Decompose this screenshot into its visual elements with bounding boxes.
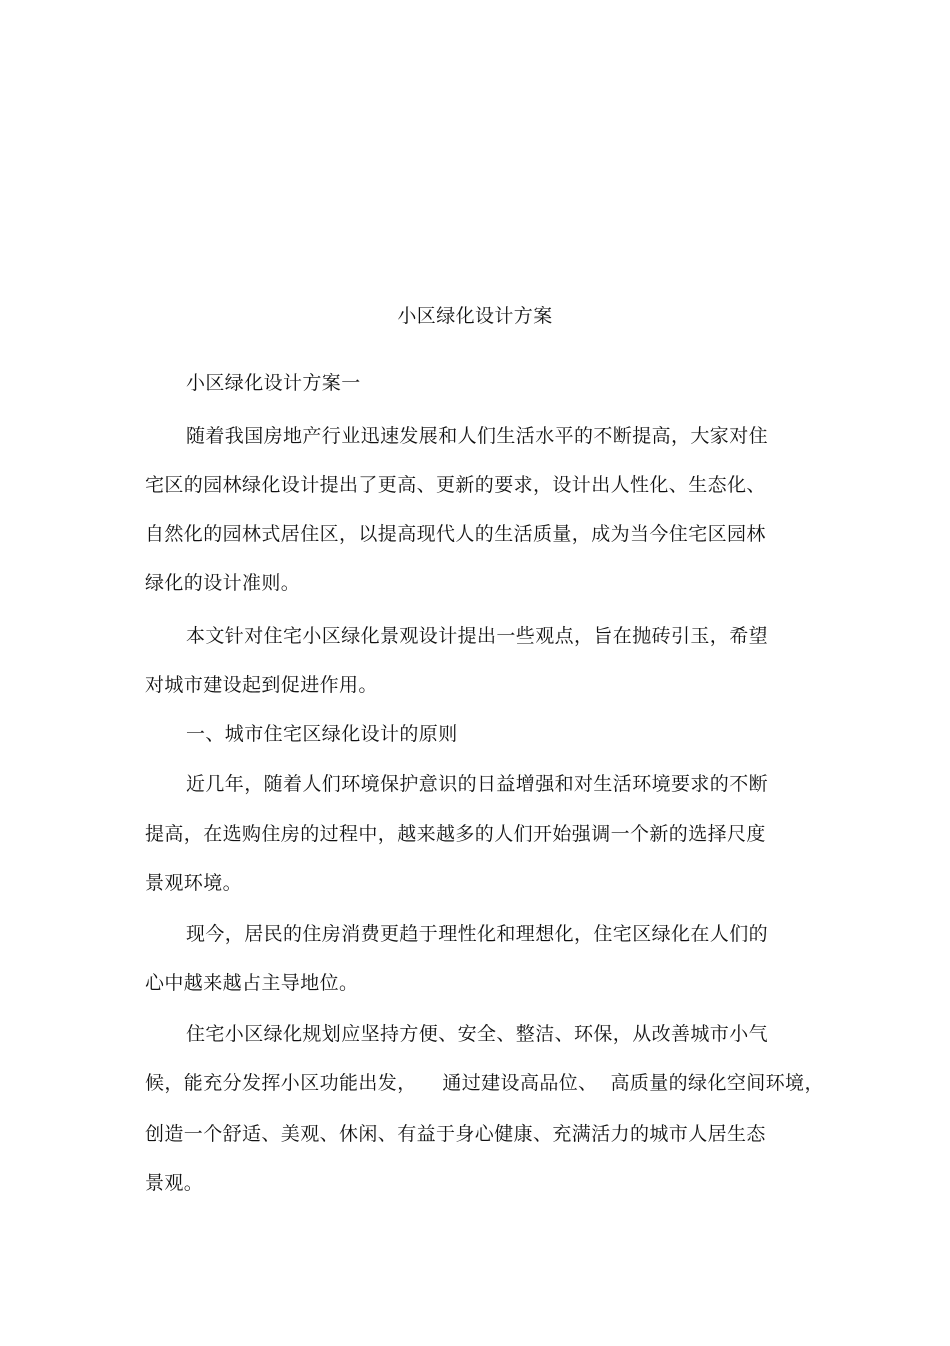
paragraph-line: 本文针对住宅小区绿化景观设计提出一些观点，旨在抛砖引玉，希望 [186, 625, 769, 647]
paragraph-line: 对城市建设起到促进作用。 [145, 674, 378, 696]
paragraph-line: 景观环境。 [145, 872, 243, 894]
paragraph-line: 景观。 [145, 1172, 204, 1194]
document-title: 小区绿化设计方案 [397, 305, 553, 327]
paragraph-line: 现今，居民的住房消费更趋于理性化和理想化，住宅区绿化在人们的 [186, 923, 769, 945]
paragraph-line: 宅区的园林绿化设计提出了更高、更新的要求，设计出人性化、生态化、 [145, 474, 766, 496]
paragraph-line: 近几年，随着人们环境保护意识的日益增强和对生活环境要求的不断 [186, 773, 769, 795]
section-heading: 小区绿化设计方案一 [186, 372, 361, 394]
paragraph-line: 随着我国房地产行业迅速发展和人们生活水平的不断提高，大家对住 [186, 425, 769, 447]
paragraph-line: 住宅小区绿化规划应坚持方便、安全、整洁、环保，从改善城市小气 [186, 1023, 769, 1045]
paragraph-line: 绿化的设计准则。 [145, 572, 301, 594]
paragraph-line: 提高，在选购住房的过程中，越来越多的人们开始强调一个新的选择尺度 [145, 823, 766, 845]
paragraph-line: 候，能充分发挥小区功能出发， 通过建设高品位、 高质量的绿化空间环境， [145, 1072, 824, 1094]
paragraph-line: 心中越来越占主导地位。 [145, 972, 359, 994]
section-heading: 一、城市住宅区绿化设计的原则 [186, 723, 458, 745]
paragraph-line: 自然化的园林式居住区，以提高现代人的生活质量，成为当今住宅区园林 [145, 523, 766, 545]
paragraph-line: 创造一个舒适、美观、休闲、有益于身心健康、充满活力的城市人居生态 [145, 1123, 766, 1145]
